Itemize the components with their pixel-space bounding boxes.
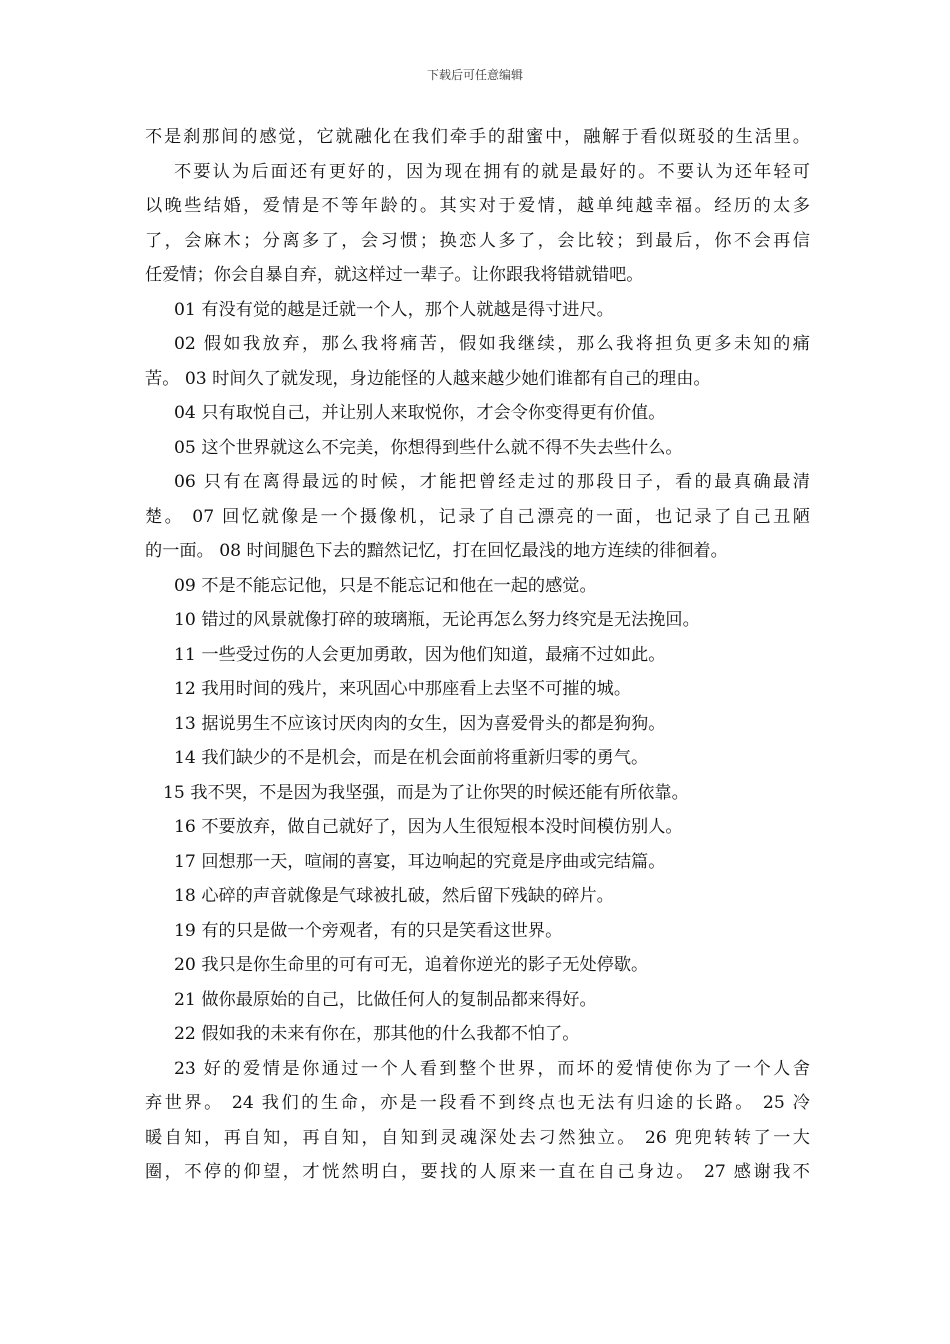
text-line: 18 心碎的声音就像是气球被扎破，然后留下残缺的碎片。 [174,886,614,906]
text-line: 01 有没有觉的越是迁就一个人，那个人就越是得寸进尺。 [174,299,614,320]
text-line: 21 做你最原始的自己，比做任何人的复制品都来得好。 [174,989,597,1010]
text-line: 16 不要放弃，做自己就好了，因为人生很短根本没时间模仿别人。 [174,817,683,837]
text-line: 20 我只是你生命里的可有可无，追着你逆光的影子无处停歇。 [174,955,649,975]
text-line: 了，会麻木；分离多了，会习惯；换恋人多了，会比较；到最后，你不会再信 [145,230,810,251]
text-line: 暖自知，再自知，再自知，自知到灵魂深处去刁然独立。 26 兜兜转转了一大 [145,1127,810,1148]
text-line: 不要认为后面还有更好的，因为现在拥有的就是最好的。不要认为还年轻可 [174,161,810,182]
text-line: 04 只有取悦自己，并让别人来取悦你，才会令你变得更有价值。 [174,403,666,423]
text-line: 15 我不哭，不是因为我坚强，而是为了让你哭的时候还能有所依靠。 [163,782,689,803]
text-line: 09 不是不能忘记他，只是不能忘记和他在一起的感觉。 [174,575,597,596]
text-line: 23 好的爱情是你通过一个人看到整个世界，而坏的爱情使你为了一个人舍 [174,1058,810,1079]
text-line: 05 这个世界就这么不完美，你想得到些什么就不得不失去些什么。 [174,437,683,458]
text-line: 圈，不停的仰望，才恍然明白，要找的人原来一直在自己身边。 27 感谢我不 [145,1162,810,1182]
text-line: 19 有的只是做一个旁观者，有的只是笑看这世界。 [174,920,563,941]
document-body [145,120,810,1190]
text-line: 17 回想那一天，喧闹的喜宴，耳边响起的究竟是序曲或完结篇。 [174,851,666,872]
text-line: 弃世界。 24 我们的生命，亦是一段看不到终点也无法有归途的长路。 25 冷 [145,1093,810,1113]
page-header: 下载后可任意编辑 [426,68,523,82]
text-line: 14 我们缺少的不是机会，而是在机会面前将重新归零的勇气。 [174,748,649,768]
text-line: 11 一些受过伤的人会更加勇敢，因为他们知道，最痛不过如此。 [174,644,666,665]
text-line: 楚。 07 回忆就像是一个摄像机，记录了自己漂亮的一面，也记录了自己丑陋 [145,506,810,527]
text-line: 22 假如我的未来有你在，那其他的什么我都不怕了。 [174,1024,580,1044]
text-line: 苦。 03 时间久了就发现，身边能怪的人越来越少她们谁都有自己的理由。 [145,368,711,389]
text-line: 任爱情；你会自暴自弃，就这样过一辈子。让你跟我将错就错吧。 [145,265,644,285]
text-line: 10 错过的风景就像打碎的玻璃瓶，无论再怎么努力终究是无法挽回。 [174,610,700,630]
text-line: 的一面。 08 时间腿色下去的黯然记忆，打在回忆最浅的地方连续的徘徊着。 [145,541,728,561]
text-line: 以晚些结婚，爱情是不等年龄的。其实对于爱情，越单纯越幸福。经历的太多 [145,196,810,216]
text-line: 12 我用时间的残片，来巩固心中那座看上去坚不可摧的城。 [174,679,632,699]
text-line: 06 只有在离得最远的时候，才能把曾经走过的那段日子，看的最真确最清 [174,472,810,492]
text-line: 不是刹那间的感觉，它就融化在我们牵手的甜蜜中，融解于看似斑驳的生活里。 [145,127,810,147]
text-line: 13 据说男生不应该讨厌肉肉的女生，因为喜爱骨头的都是狗狗。 [174,713,666,734]
text-line: 02 假如我放弃，那么我将痛苦，假如我继续，那么我将担负更多未知的痛 [174,334,810,354]
